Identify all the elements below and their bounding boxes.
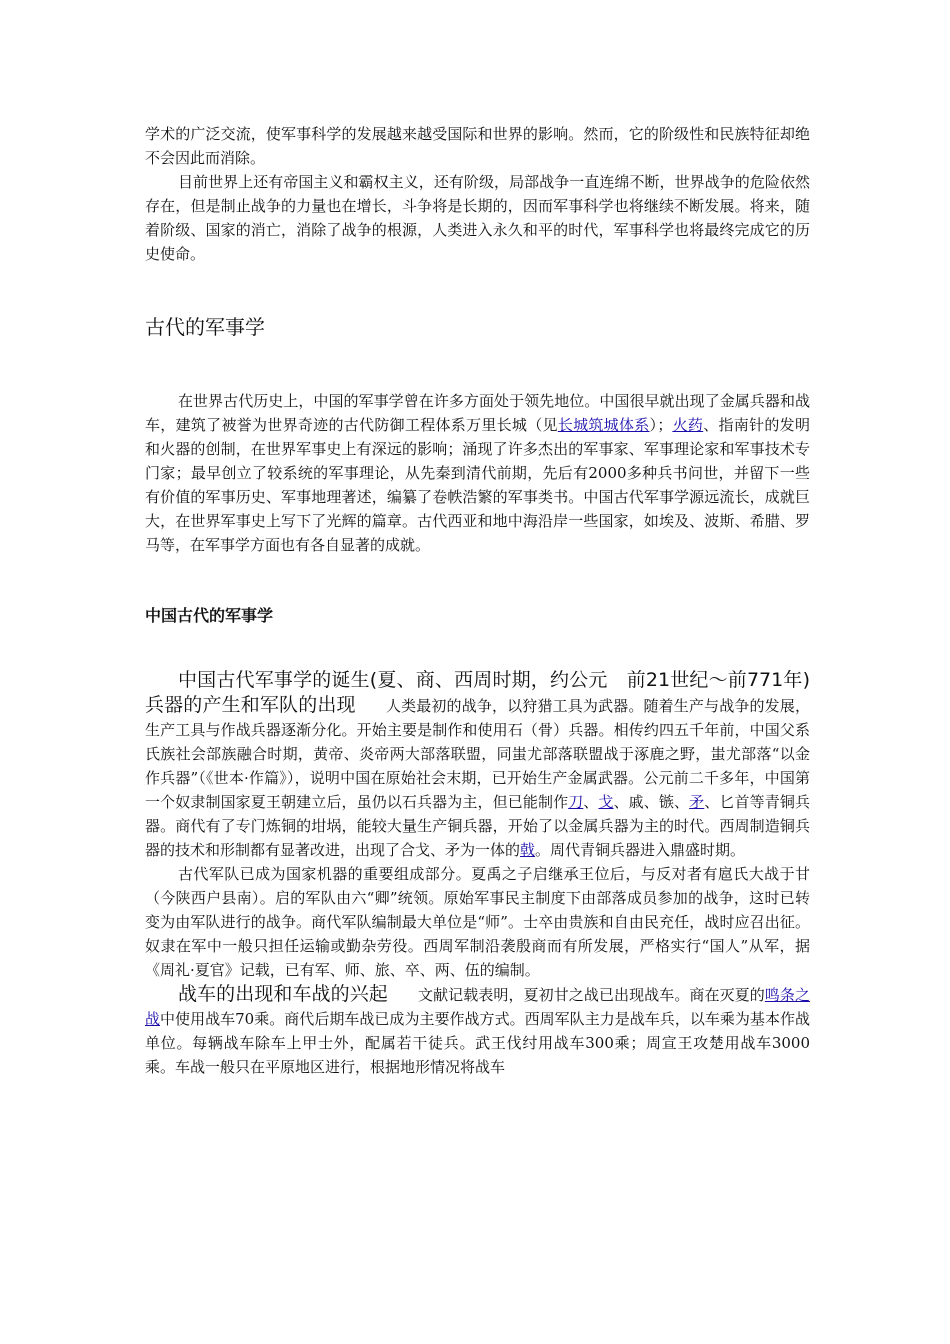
link-dao[interactable]: 刀 xyxy=(568,793,584,811)
section-heading-ancient: 古代的军事学 xyxy=(145,315,265,339)
subsection-title: 中国古代军事学的诞生(夏、商、西周时期，约公元 前21世纪～前771年) xyxy=(178,669,810,691)
paragraph-text: 文献记载表明，夏初甘之战已出现战车。商在灭夏的 xyxy=(418,986,765,1004)
link-mingtiao-battle[interactable]: 鸣条之战 xyxy=(145,986,810,1028)
paragraph-ancient-overview xyxy=(145,389,810,557)
paragraph-text: 、戚、镞、 xyxy=(613,793,690,811)
document-body xyxy=(145,122,810,1079)
paragraph-text: 中使用战车70乘。商代后期车战已成为主要作战方式。西周军队主力是战车兵，以车乘为基本作战单位。每辆战车除车上甲士外，配属若干徒兵。武王伐纣用战车300乘；周宣王攻楚用战车3000乘。车战一般只在平原地区进行，根据地形情况将战车 xyxy=(145,1010,810,1076)
paragraph-text: 、 xyxy=(583,793,599,811)
subsection-title: 战车的出现和车战的兴起 xyxy=(178,983,388,1005)
link-great-wall-fortification[interactable]: 长城筑城体系 xyxy=(557,416,650,434)
paragraph-birth-of-military-science xyxy=(145,668,810,862)
paragraph-text: ）； xyxy=(649,416,673,434)
paragraph-intro-end: 学术的广泛交流，使军事科学的发展越来越受国际和世界的影响。然而，它的阶级性和民族特征却绝不会因此而消除。 xyxy=(145,125,810,167)
paragraph-text: 、匕首等青铜兵器。商代有了专门炼铜的坩埚，能较大量生产铜兵器，开始了以金属兵器为主的时代。西周制造铜兵器的技术和形制都有显著改进，出现了合戈、矛为一体的 xyxy=(145,793,810,859)
link-mao[interactable]: 矛 xyxy=(689,793,705,811)
section-heading-china: 中国古代的军事学 xyxy=(145,606,274,625)
paragraph-ancient-army: 古代军队已成为国家机器的重要组成部分。夏禹之子启继承王位后，与反对者有扈氏大战于甘（今陕西户县南）。启的军队由六“卿”统领。原始军事民主制度下由部落成员参加的战争，这时已转变为由军队进行的战争。商代军队编制最大单位是“师”。士卒由贵族和自由民充任，战时应召出征。奴隶在军中一般只担任运输或勤杂劳役。西周军制沿袭殷商而有所发展，严格实行“国人”从军，据《周礼·夏官》记载，已有军、师、旅、卒、两、伍的编制。 xyxy=(145,865,810,979)
subsection-subtitle: 兵器的产生和军队的出现 xyxy=(145,694,356,716)
link-ji[interactable]: 戟 xyxy=(520,841,536,859)
paragraph-text: 在世界古代历史上，中国的军事学曾在许多方面处于领先地位。中国很早就出现了金属兵器和战车，建筑了被誉为世界奇迹的古代防御工程体系万里长城（见 xyxy=(145,392,810,434)
link-ge[interactable]: 戈 xyxy=(598,793,614,811)
paragraph-text: 人类最初的战争，以狩猎工具为武器。随着生产与战争的发展，生产工具与作战兵器逐渐分化。开始主要是制作和使用石（骨）兵器。相传约四五千年前，中国父系氏族社会部族融合时期，黄帝、炎帝两大部落联盟，同蚩尤部落联盟战于涿鹿之野，蚩尤部落“以金作兵器”（《世本·作篇》），说明中国在原始社会末期，已开始生产金属武器。公元前二千多年，中国第一个奴隶制国家夏王朝建立后，虽仍以石兵器为主，但已能制作 xyxy=(145,697,810,811)
paragraph-text: 、指南针的发明和火器的创制，在世界军事史上有深远的影响；涌现了许多杰出的军事家、军事理论家和军事技术专门家；最早创立了较系统的军事理论，从先秦到清代前期，先后有2000多种兵书问世，并留下一些有价值的军事历史、军事地理著述，编纂了卷帙浩繁的军事类书。中国古代军事学源远流长，成就巨大，在世界军事史上写下了光辉的篇章。古代西亚和地中海沿岸一些国家，如埃及、波斯、希腊、罗马等，在军事学方面也有各自显著的成就。 xyxy=(145,416,810,554)
paragraph-future: 目前世界上还有帝国主义和霸权主义，还有阶级，局部战争一直连绵不断，世界战争的危险依然存在，但是制止战争的力量也在增长，斗争将是长期的，因而军事科学也将继续不断发展。将来，随着阶级、国家的消亡，消除了战争的根源，人类进入永久和平的时代，军事科学也将最终完成它的历史使命。 xyxy=(145,173,810,263)
link-gunpowder[interactable]: 火药 xyxy=(672,416,704,434)
paragraph-chariot-warfare xyxy=(145,982,810,1079)
paragraph-text: 。周代青铜兵器进入鼎盛时期。 xyxy=(535,841,746,859)
